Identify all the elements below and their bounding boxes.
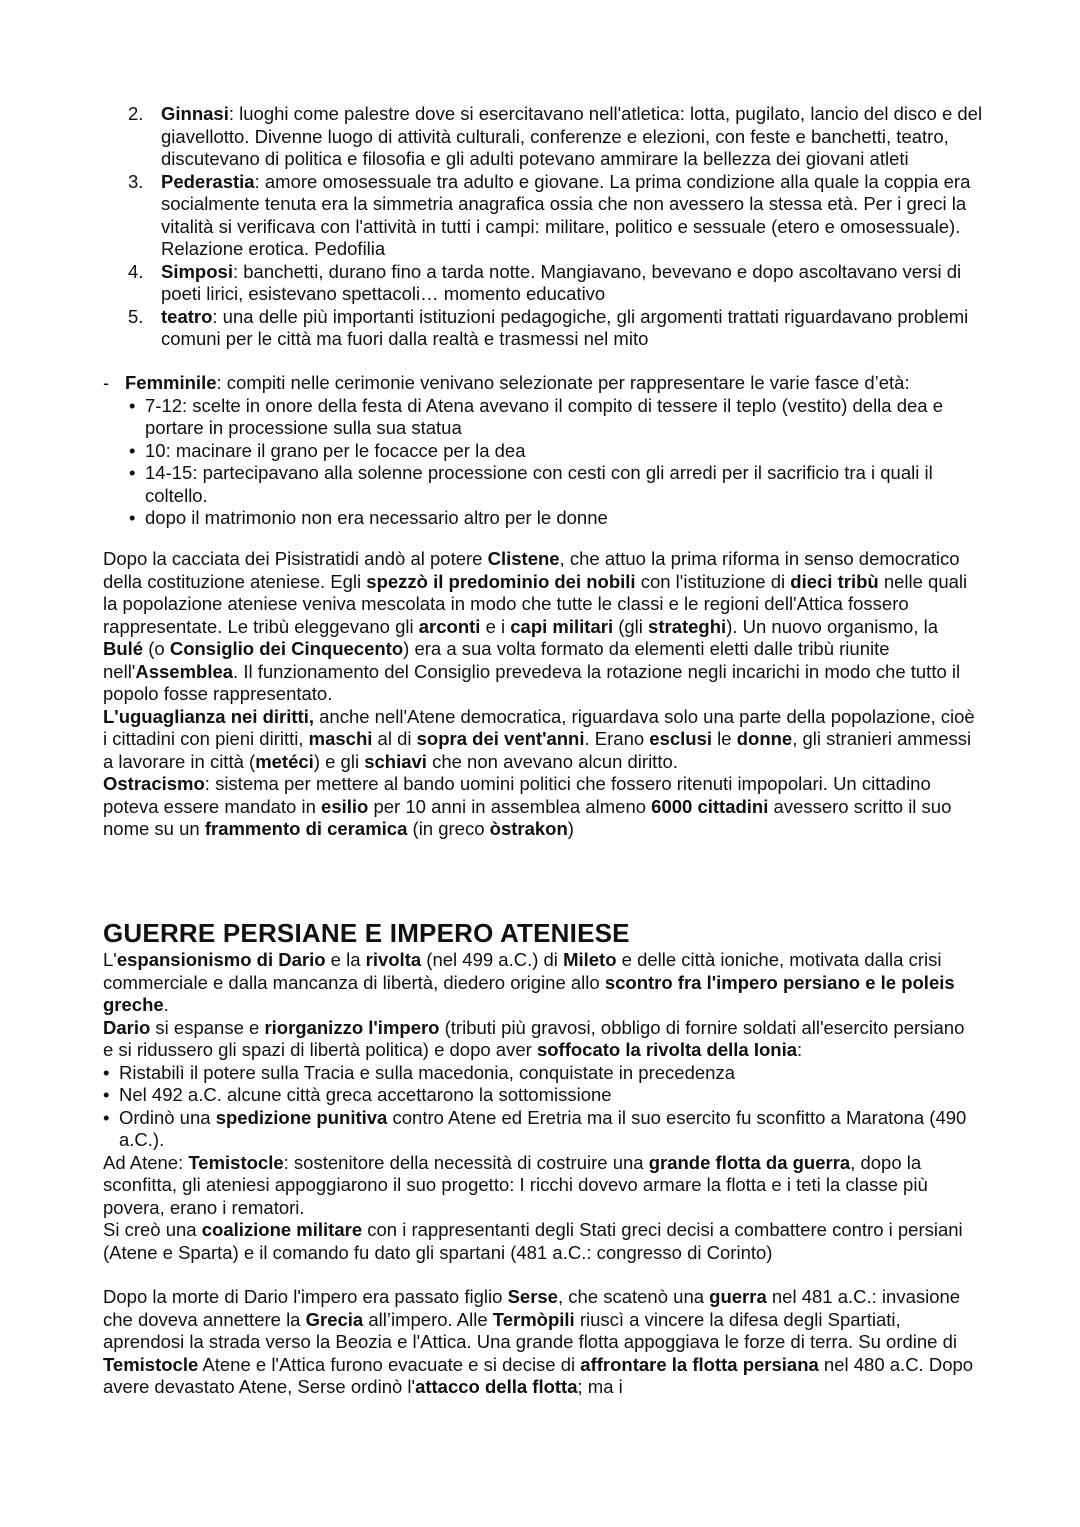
ostracismo-paragraph: Ostracismo: sistema per mettere al bando uomini politici che fossero ritenuti impopolari. Un cittadino poteva essere mandato in esilio per 10 anni in assemblea almeno 6000 cittadini avessero scritto il suo nome su un frammento di ceramica (in greco òstrakon) [103,773,952,839]
list-item: • Ristabilì il potere sulla Tracia e sulla macedonia, conquistate in precedenza [103,1061,735,1083]
clistene-section [103,548,978,841]
bullet-icon: • [103,1061,110,1083]
list-number: 5. [128,305,144,327]
list-item: • 7-12: scelte in onore della festa di Atena avevano il compito di tessere il teplo (vestito) della dea e portare in processione sulla sua statua [129,394,944,438]
bullet-icon: • [129,394,136,416]
bullet-icon: • [129,439,136,461]
list-item-text: teatro: una delle più importanti istituzioni pedagogiche, gli argomenti trattati riguardavano problemi comuni per le città ma fuori dalla realtà e trasmessi nel mito [161,305,969,349]
coalizione-paragraph: Si creò una coalizione militare con i rappresentanti degli Stati greci decisi a combattere contro i persiani (Atene e Sparta) e il comando fu dato gli spartani (481 a.C.: congresso di Corinto) [103,1219,963,1263]
list-item-ginnasi [128,103,988,171]
list-item: • dopo il matrimonio non era necessario altro per le donne [129,507,608,528]
list-number: 3. [128,170,144,192]
bullet-icon: • [103,1106,110,1128]
list-number: 2. [128,103,144,124]
list-item: • 10: macinare il grano per le focacce per la dea [129,439,526,461]
bullet-icon: • [129,507,136,528]
persiane-section [103,949,978,1399]
femminile-text: Femminile: compiti nelle cerimonie venivano selezionate per rappresentare le varie fasce d’età: [125,372,910,393]
clistene-paragraph: Dopo la cacciata dei Pisistratidi andò al potere Clistene, che attuo la prima riforma in senso democratico della costituzione ateniese. Egli spezzò il predominio dei nobili con l'istituzione di dieci tribù nelle quali la popolazione ateniese veniva mescolata in modo che tutte le classi e le regioni dell'Attica fossero rappresentate. Le tribù eleggevano gli arconti e i capi militari (gli strateghi). Un nuovo organismo, la Bulé (o Consiglio dei Cinquecento) era a sua volta formato da elementi eletti dalle tribù riunite nell'Assemblea. Il funzionamento del Consiglio prevedeva la rotazione negli incarichi in modo che tutto il popolo fosse rappresentato. [103,548,968,704]
list-item-simposi [128,261,988,306]
dario-paragraph: L'espansionismo di Dario e la rivolta (nel 499 a.C.) di Mileto e delle città ioniche, motivata dalla crisi commerciale e dalla mancanza di libertà, diedero origine allo scontro fra l'impero persiano e le poleis greche. [103,949,955,1015]
dario-actions-list [103,1062,978,1152]
list-item-text: Simposi: banchetti, durano fino a tarda notte. Mangiavano, bevevano e dopo ascoltavano versi di poeti lirici, esistevano spettacoli… momento educativo [161,260,962,304]
list-item: • Nel 492 a.C. alcune città greca accettarono la sottomissione [103,1084,612,1105]
uguaglianza-paragraph: L'uguaglianza nei diritti, anche nell'Atene democratica, riguardava solo una parte della popolazione, cioè i cittadini con pieni diritti, maschi al di sopra dei vent'anni. Erano esclusi le donne, gli stranieri ammessi a lavorare in città (metéci) e gli schiavi che non avevano alcun diritto. [103,705,975,772]
dash-marker: - [103,372,110,393]
temistocle-paragraph: Ad Atene: Temistocle: sostenitore della necessità di costruire una grande flotta da guerra, dopo la sconfitta, gli ateniesi appoggiarono il suo progetto: I ricchi dovevo armare la flotta e i teti la classe più povera, erano i rematori. [103,1151,928,1218]
list-item: • Ordinò una spedizione punitiva contro Atene ed Eretria ma il suo esercito fu sconfitto a Maratona (490 a.C.). [103,1106,967,1150]
list-item-text: Ginnasi: luoghi come palestre dove si esercitavano nell'atletica: lotta, pugilato, lancio del disco e del giavellotto. Divenne luogo di attività culturali, conferenze e elezioni, con feste e banchetti, teatro, discutevano di politica e filosofia e gli adulti potevano ammirare la bellezza dei giovani atleti [161,103,983,169]
education-numbered-list [128,103,988,351]
list-item: • 14-15: partecipavano alla solenne processione con cesti con gli arredi per il sacrificio tra i quali il coltello. [129,462,933,506]
bullet-icon: • [103,1084,110,1105]
section-title: GUERRE PERSIANE E IMPERO ATENIESE [103,918,630,948]
list-item-pederastia [128,171,988,261]
serse-paragraph: Dopo la morte di Dario l'impero era passato figlio Serse, che scatenò una guerra nel 481 a.C.: invasione che doveva annettere la Grecia all’impero. Alle Termòpili riuscì a vincere la difesa degli Spartiati, aprendosi la strada verso la Beozia e l'Attica. Una grande flotta appoggiava le forze di terra. Su ordine di Temistocle Atene e l'Attica furono evacuate e si decise di affrontare la flotta persiana nel 480 a.C. Dopo avere devastato Atene, Serse ordinò l'attacco della flotta; ma i [103,1286,974,1397]
list-item-teatro [128,306,988,351]
femminile-heading [103,372,983,395]
list-number: 4. [128,260,144,282]
riorganizzazione-paragraph: Dario si espanse e riorganizzo l'impero (tributi più gravosi, obbligo di fornire soldati all'esercito persiano e si ridussero gli spazi di libertà politica) e dopo aver soffocato la rivolta della Ionia: [103,1016,965,1060]
bullet-icon: • [129,462,136,483]
list-item-text: Pederastia: amore omosessuale tra adulto e giovane. La prima condizione alla quale la coppia era socialmente tenuta era la simmetria anagrafica ossia che non avessero la stessa età. Per i greci la vitalità si verificava con l'attività in tutti i campi: militare, politico e sessuale (etero e omosessuale). Relazione erotica. Pedofilia [161,170,971,259]
femminile-section [103,372,983,530]
femminile-age-list [103,395,983,530]
